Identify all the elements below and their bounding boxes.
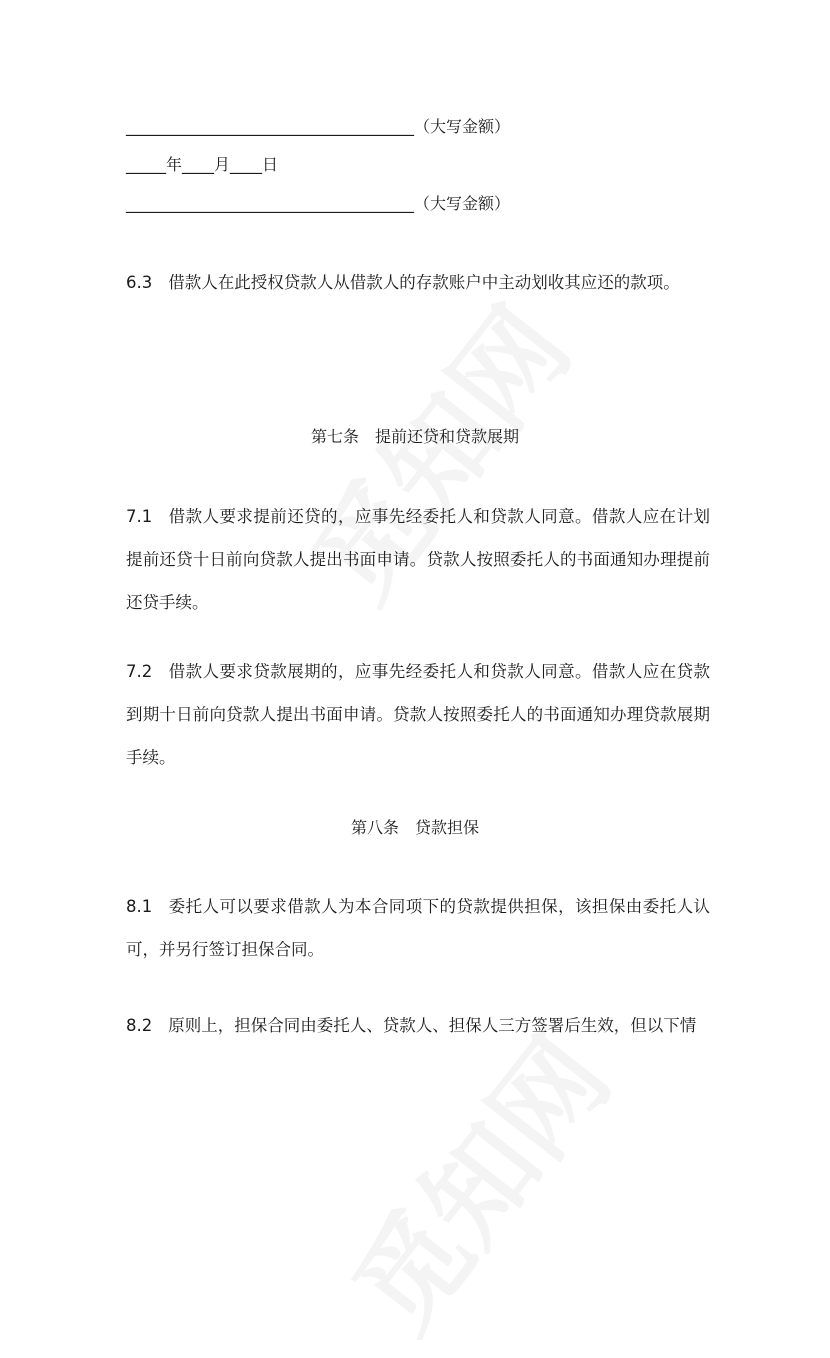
amount-blank-line-1: ____________________________________（大写金额） <box>126 117 511 136</box>
clause-number: 6.3 <box>126 273 153 292</box>
article-8-heading <box>0 818 830 838</box>
clause-number: 8.1 <box>126 897 153 916</box>
clause-text: 原则上，担保合同由委托人、贷款人、担保人三方签署后生效，但以下情 <box>168 1016 697 1035</box>
article-number: 第七条 <box>310 427 359 446</box>
amount-blank-line-2: ____________________________________（大写金额） <box>126 194 511 213</box>
date-blank-line: _____年____月____日 <box>126 155 279 174</box>
clause-text: 委托人可以要求借款人为本合同项下的贷款提供担保，该担保由委托人认可，并另行签订担保合同。 <box>126 897 710 959</box>
article-title: 贷款担保 <box>415 818 480 837</box>
clause-text: 借款人要求贷款展期的，应事先经委托人和贷款人同意。借款人应在贷款到期十日前向贷款人提出书面申请。贷款人按照委托人的书面通知办理贷款展期手续。 <box>126 662 710 767</box>
clause-text: 借款人在此授权贷款人从借款人的存款账户中主动划收其应还的款项。 <box>168 273 680 292</box>
article-number: 第八条 <box>350 818 399 837</box>
clause-text: 借款人要求提前还贷的，应事先经委托人和贷款人同意。借款人应在计划提前还贷十日前向贷款人提出书面申请。贷款人按照委托人的书面通知办理提前还贷手续。 <box>126 507 710 612</box>
clause-6-3 <box>126 261 710 304</box>
clause-7-2 <box>126 650 710 779</box>
clause-number: 8.2 <box>126 1016 153 1035</box>
clause-number: 7.1 <box>126 507 153 526</box>
watermark <box>311 1000 639 1357</box>
clause-number: 7.2 <box>126 662 153 681</box>
clause-8-1 <box>126 885 710 971</box>
article-7-heading <box>0 427 830 447</box>
clause-7-1 <box>126 495 710 624</box>
article-title: 提前还贷和贷款展期 <box>375 427 520 446</box>
clause-8-2 <box>126 1004 710 1047</box>
